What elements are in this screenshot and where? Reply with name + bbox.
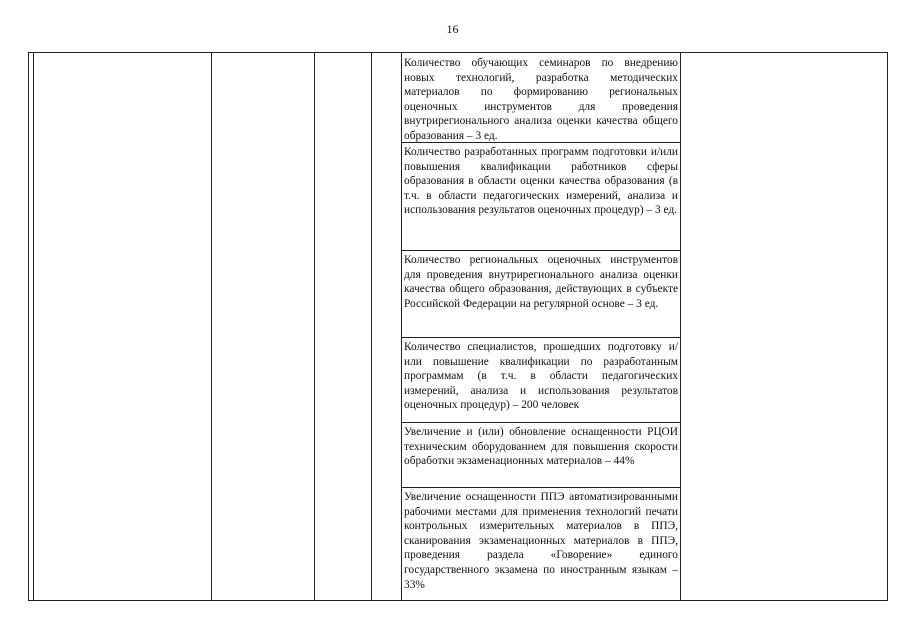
indicator-cell-2: Количество разработанных программ подготовки и/или повышения квалификации работников сферы образования в области оценки качества образования (в т.ч. в области педагогических измерений, анализа и использования результатов оценочных процедур) – 3 ед.: [404, 146, 678, 217]
indicator-cell-1: Количество обучающих семинаров по внедрению новых технологий, разработка методических материалов по формированию региональных оценочных инструментов для проведения внутрирегионального анализа оценки качества общего образования – 3 ед.: [404, 57, 678, 142]
row-divider-2: [401, 250, 680, 251]
column-divider-6: [680, 53, 681, 600]
row-divider-5: [401, 487, 680, 488]
data-table: [28, 52, 888, 601]
row-divider-1: [401, 142, 680, 143]
column-divider-1: [33, 53, 34, 600]
page-number: 16: [446, 22, 459, 36]
column-divider-3: [314, 53, 315, 600]
column-divider-4: [371, 53, 372, 600]
indicator-cell-3: Количество региональных оценочных инструментов для проведения внутрирегионального анализа оценки качества общего образования, действующих в субъекте Российской Федерации на регулярной основе – 3 ед.: [404, 254, 678, 310]
indicator-cell-5: Увеличение и (или) обновление оснащенности РЦОИ техническим оборудованием для повышения скорости обработки экзаменационных материалов – 44%: [404, 426, 678, 468]
row-divider-3: [401, 337, 680, 338]
column-divider-2: [211, 53, 212, 600]
column-divider-5: [401, 53, 402, 600]
row-divider-4: [401, 422, 680, 423]
indicator-cell-4: Количество специалистов, прошедших подготовку и/или повышение квалификации по разработанным программам (в т.ч. в области педагогических измерений, анализа и использования результатов оценочных процедур) – 200 человек: [404, 341, 678, 412]
indicator-cell-6: Увеличение оснащенности ППЭ автоматизированными рабочими местами для применения технологий печати контрольных измерительных материалов в ППЭ, сканирования экзаменационных материалов в ППЭ, проведения раздела «Говорение» единого государственного экзамена по иностранным языкам – 33%: [404, 491, 678, 591]
